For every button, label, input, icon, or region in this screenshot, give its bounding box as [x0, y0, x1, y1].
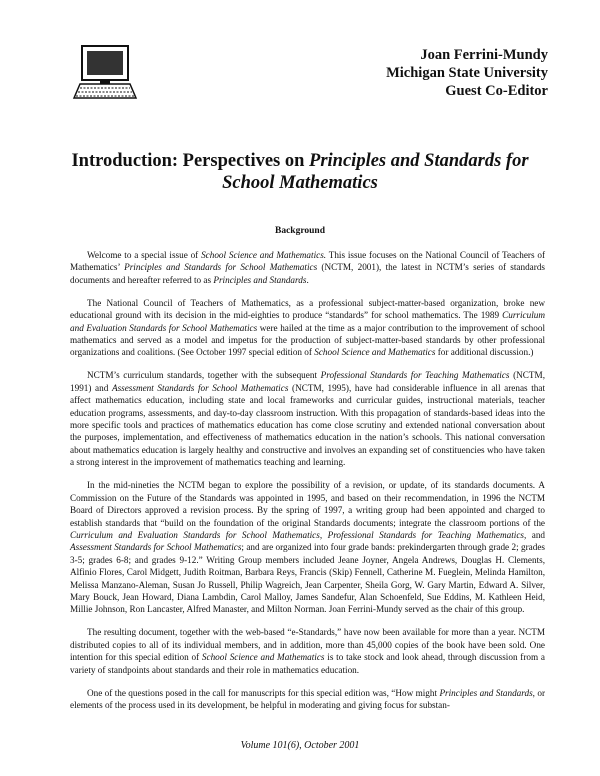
text-run: NCTM’s curriculum standards, together with the subsequent — [87, 370, 321, 381]
text-run: Welcome to a special issue of — [87, 250, 202, 260]
section-heading: Background — [275, 226, 325, 236]
text-run: . — [306, 274, 309, 285]
title-prefix: Introduction: Perspectives on — [71, 151, 310, 171]
italic-text-run: Curriculum and Evaluation Standards for School Mathematics, Professional Standards for Teaching Mathematics, — [70, 529, 527, 540]
italic-text-run: School Science and Mathematics. — [201, 250, 327, 260]
text-run: (NCTM, 1991) and — [70, 370, 546, 393]
text-run: were hailed at the time as a major contribution to the improvement of school mathematics and served as a model and impetus for the production of subject-matter-based standards by other professional organizations and coalitions. (See October 1997 special edition of — [70, 322, 545, 358]
text-run: In the mid-nineties the NCTM began to explore the possibility of a revision, or update, of its standards documents. A Commission on the Future of the Standards was appointed in 1995, and based on their recommendation, in 1996 the NCTM Board of Directors approved a revision process. By the spring of 1997, a writing group had been appointed and charged to establish standards that “build on the foundation of the original Standards documents; integrate the classroom portions of the — [70, 480, 545, 528]
italic-text-run: School Science and Mathematics — [201, 652, 325, 663]
body-paragraph — [70, 479, 545, 615]
title-italic-1: Principles and Standards for — [309, 151, 529, 171]
italic-text-run: Principles and Standards for School Mathematics — [124, 262, 318, 273]
text-run: (NCTM, 1995), have had considerable influence in all arenas that affect mathematics education, including state and local frameworks and curricular guides, instructional materials, teacher education programs, assessments, and day-to-day classroom instruction. With this propagation of standards-based ideas into the more specific tools and practices of mathematics education has come close scrutiny and extended national conversation about the purposes, implementation, and effectiveness of mathematics education in the nation’s schools. This national conversation about mathematics education is largely healthy and constructive and involves an expanding set of constituencies who have taken a strong interest in the improvement of mathematics teaching and learning. — [70, 382, 545, 468]
body-paragraph — [70, 626, 545, 676]
italic-text-run: School Science and Mathematics — [314, 347, 436, 358]
text-run: (NCTM, 2001), the latest in NCTM’s series of standards documents and hereafter referred to as — [70, 262, 545, 285]
body-paragraph — [70, 249, 545, 286]
editor-name: Joan Ferrini-Mundy — [420, 47, 548, 63]
italic-text-run: Curriculum and Evaluation Standards for School Mathematics — [70, 310, 545, 333]
italic-text-run: Principles and Standards — [439, 687, 533, 698]
text-run: , or elements of the process used in its development, be helpful in moderating and giving focus for substan- — [70, 687, 545, 710]
guest-editor-block — [386, 46, 548, 100]
computer-icon — [70, 44, 140, 108]
italic-text-run: Professional Standards for Teaching Mathematics — [320, 370, 510, 381]
article-body — [70, 249, 545, 722]
text-run: The National Council of Teachers of Mathematics, as a professional subject-matter-based organization, broke new educational ground with its decision in the mid-eighties to produce “standards” for school mathematics. The 1989 — [70, 297, 545, 321]
editor-affiliation: Michigan State University — [386, 65, 548, 81]
text-run: ; and are organized into four grade bands: prekindergarten through grade 2; grades 3-5; grades 6-8; and grades 9-12.” Writing Group members included Jeane Joyner, Angela Andrews, Douglas H. Clements, Alfinio Flores, Carol Midgett, Judith Roitman, Barbara Reys, Francis (Skip) Fennell, Catherine M. Fueglein, Melinda Hamilton, Melissa Manzano-Aleman, Susan Jo Russell, Philip Wagreich, Jean Carpenter, Sheila Gorg, W. Gary Martin, Edward A. Silver, Mary Bouck, Jean Howard, Diana Lambdin, Carol Malloy, James Sandefur, Alan Schoenfeld, Sue Eddins, M. Kathleen Heid, Millie Johnson, Ron Lancaster, Alfred Manaster, and Milton Norman. Joan Ferrini-Mundy served as the chair of this group. — [70, 542, 545, 615]
text-run: One of the questions posed in the call for manuscripts for this special edition was, “How might — [87, 687, 440, 698]
italic-text-run: Assessment Standards for School Mathematics — [111, 382, 289, 393]
article-title — [40, 150, 560, 194]
italic-text-run: Assessment Standards for School Mathematics — [70, 542, 242, 553]
editor-role: Guest Co-Editor — [445, 83, 548, 99]
text-run: is to take stock and look ahead, through discussion from a variety of standpoints about standards and their role in mathematics education. — [70, 652, 546, 675]
text-run: for additional discussion.) — [435, 347, 534, 358]
text-run: and — [526, 529, 546, 540]
text-run: This issue focuses on the National Council of Teachers of Mathematics’ — [70, 250, 546, 273]
body-paragraph — [70, 369, 545, 468]
italic-text-run: Principles and Standards — [213, 274, 307, 285]
body-paragraph — [70, 687, 545, 712]
body-paragraph — [70, 297, 545, 359]
page-footer: Volume 101(6), October 2001 — [240, 740, 360, 751]
text-run: The resulting document, together with the web-based “e-Standards,” have now been available for more than a year. NCTM distributed copies to all of its individual members, and in addition, more than 45,000 copies of the book have been sold. One intention for this special edition of — [70, 627, 545, 663]
title-italic-2: School Mathematics — [222, 173, 378, 193]
